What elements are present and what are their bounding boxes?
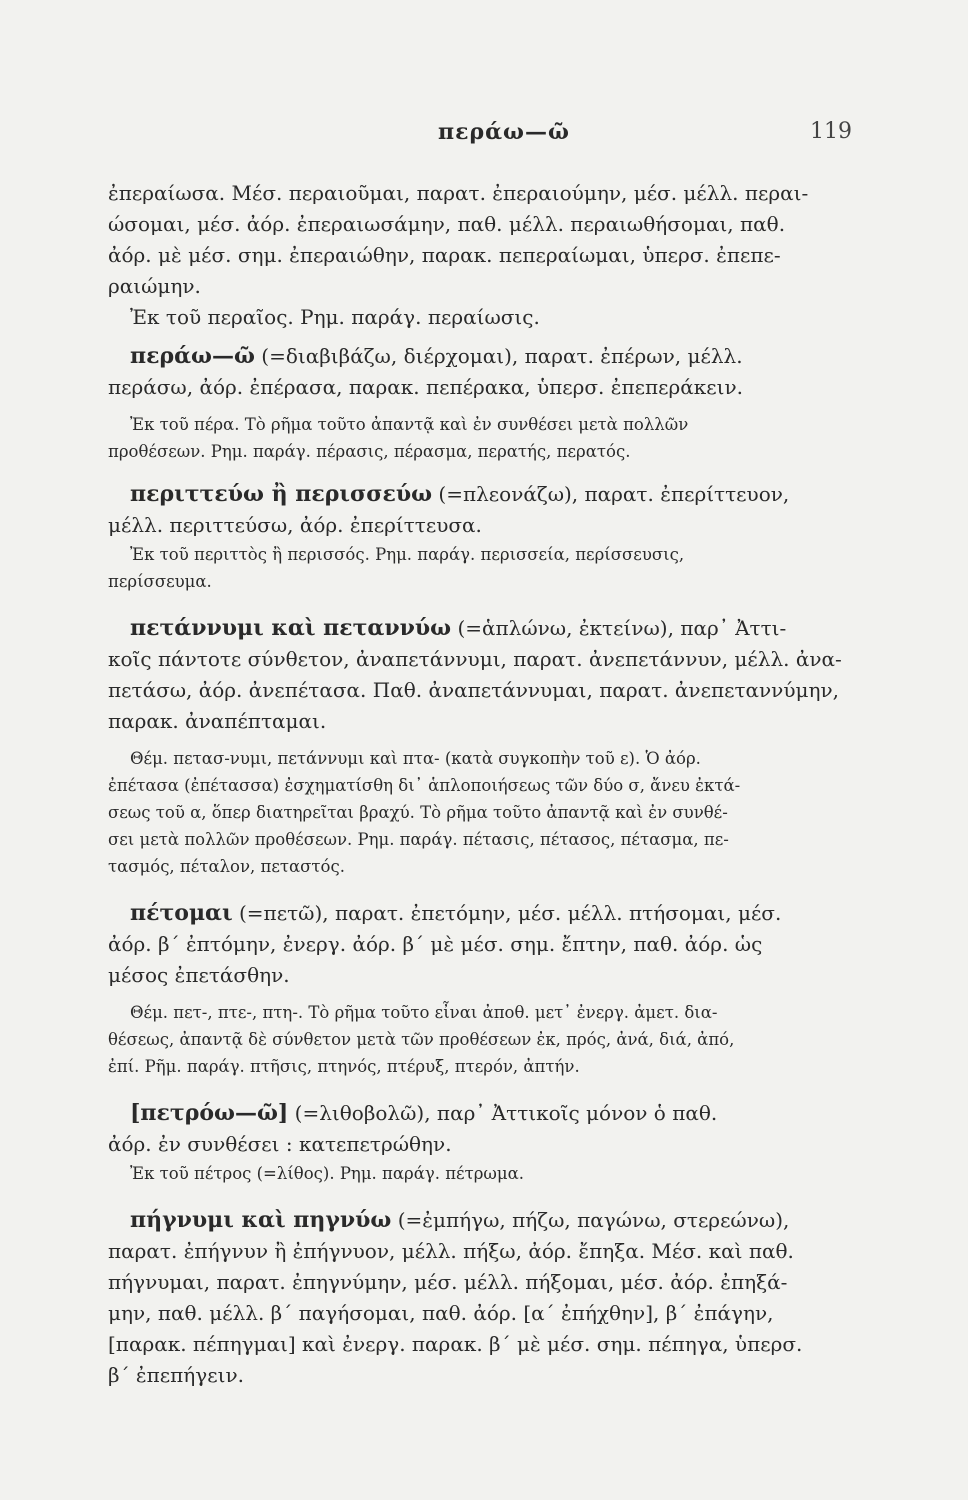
entry-perittevo — [108, 479, 878, 595]
entry-line: περάσω, ἀόρ. ἐπέρασα, παρακ. πεπέρακα, ὑπερσ. ἐπεπεράκειν. — [108, 375, 743, 399]
entry-definition: (=ἁπλώνω, ἐκτείνω), παρ᾽ Ἀττι- — [451, 616, 787, 640]
entry-definition: (=διαβιβάζω, διέρχομαι), παρατ. ἐπέρων, μέλλ. — [254, 344, 743, 368]
etymology-note: ἐπί. Ρῆμ. παράγ. πτῆσις, πτηνός, πτέρυξ, πτερόν, ἀπτήν. — [108, 1057, 580, 1076]
etymology-note: Ἐκ τοῦ πέρα. Τὸ ρῆμα τοῦτο ἀπαντᾷ καὶ ἐν συνθέσει μετὰ πολλῶν — [130, 415, 689, 434]
entry-first-line — [108, 1098, 878, 1129]
entry-headword: πετάννυμι καὶ πεταννύω — [130, 615, 452, 641]
etymology-note: Ἐκ τοῦ πέτρος (=λίθος). Ρημ. παράγ. πέτρωμα. — [130, 1164, 525, 1183]
entry-peraioo-continuation — [108, 178, 878, 333]
entry-first-line — [108, 898, 878, 929]
running-head — [0, 119, 968, 149]
etymology-note: Ἐκ τοῦ περαῖος. Ρημ. παράγ. περαίωσις. — [130, 305, 540, 329]
entry-line: ἀόρ. β΄ ἐπτόμην, ἐνεργ. ἀόρ. β΄ μὲ μέσ. σημ. ἔπτην, παθ. ἀόρ. ὡς — [108, 932, 763, 956]
entry-definition: (=πλεονάζω), παρατ. ἐπερίττευον, — [432, 482, 790, 506]
entry-line: ώσομαι, μέσ. ἀόρ. ἐπεραιωσάμην, παθ. μέλλ. περαιωθήσομαι, παθ. — [108, 212, 786, 236]
etymology-note: Θέμ. πετασ-νυμι, πετάννυμι καὶ πτα- (κατὰ συγκοπὴν τοῦ ε). Ὁ ἀόρ. — [130, 749, 701, 768]
entry-line: παρακ. ἀναπέπταμαι. — [108, 709, 327, 733]
etymology-note: σεως τοῦ α, ὅπερ διατηρεῖται βραχύ. Τὸ ρῆμα τοῦτο ἀπαντᾷ καὶ ἐν συνθέ- — [108, 803, 728, 822]
entry-first-line — [108, 479, 878, 510]
entry-definition: (=λιθοβολῶ), παρ᾽ Ἀττικοῖς μόνον ὁ παθ. — [288, 1101, 718, 1125]
entry-line: ἀόρ. μὲ μέσ. σημ. ἐπεραιώθην, παρακ. πεπεραίωμαι, ὑπερσ. ἐπεπε- — [108, 243, 781, 267]
entry-line: πήγνυμαι, παρατ. ἐπηγνύμην, μέσ. μέλλ. πήξομαι, μέσ. ἀόρ. ἐπηξά- — [108, 1270, 788, 1294]
entry-line: παρατ. ἐπήγνυν ἢ ἐπήγνυον, μέλλ. πήξω, ἀόρ. ἔπηξα. Μέσ. καὶ παθ. — [108, 1239, 794, 1263]
page-header-title: περάω—ῶ — [438, 119, 570, 145]
entry-pegnymi — [108, 1205, 878, 1391]
etymology-note: σει μετὰ πολλῶν προθέσεων. Ρημ. παράγ. πέτασις, πέτασος, πέτασμα, πε- — [108, 830, 729, 849]
entry-line: κοῖς πάντοτε σύνθετον, ἀναπετάννυμι, παρατ. ἀνεπετάννυν, μέλλ. ἀνα- — [108, 647, 842, 671]
entry-line: μέσος ἐπετάσθην. — [108, 963, 290, 987]
entry-headword: περάω—ῶ — [130, 343, 255, 369]
entry-line: ραιώμην. — [108, 274, 201, 298]
entry-headword: πήγνυμι καὶ πηγνύω — [130, 1207, 392, 1233]
etymology-note: θέσεως, ἀπαντᾷ δὲ σύνθετον μετὰ τῶν προθέσεων ἐκ, πρός, ἀνά, διά, ἀπό, — [108, 1030, 735, 1049]
etymology-note: προθέσεων. Ρημ. παράγ. πέρασις, πέρασμα, περατής, περατός. — [108, 442, 631, 461]
entry-peraw — [108, 341, 878, 465]
entry-line: μέλλ. περιττεύσω, ἀόρ. ἐπερίττευσα. — [108, 513, 482, 537]
entry-first-line — [108, 613, 878, 644]
etymology-note: τασμός, πέταλον, πεταστός. — [108, 857, 345, 876]
entry-first-line — [108, 341, 878, 372]
etymology-note: περίσσευμα. — [108, 572, 212, 591]
entry-line: ἀόρ. ἐν συνθέσει : κατεπετρώθην. — [108, 1132, 452, 1156]
entry-petannymi — [108, 613, 878, 880]
entry-first-line — [108, 1205, 878, 1236]
entry-headword: πέτομαι — [130, 900, 233, 926]
entry-headword: περιττεύω ἢ περισσεύω — [130, 481, 433, 507]
entry-petomai — [108, 898, 878, 1080]
etymology-note: Ἐκ τοῦ περιττὸς ἢ περισσός. Ρημ. παράγ. περισσεία, περίσσευσις, — [130, 545, 685, 564]
entry-petroo — [108, 1098, 878, 1187]
page-body — [108, 178, 878, 1391]
entry-headword: [πετρόω—ῶ] — [130, 1100, 289, 1126]
entry-line: μην, παθ. μέλλ. β΄ παγήσομαι, παθ. ἀόρ. [α΄ ἐπήχθην], β΄ ἐπάγην, — [108, 1301, 774, 1325]
entry-definition: (=πετῶ), παρατ. ἐπετόμην, μέσ. μέλλ. πτήσομαι, μέσ. — [232, 901, 782, 925]
entry-definition: (=ἐμπήγω, πήζω, παγώνω, στερεώνω), — [391, 1208, 790, 1232]
entry-line: ἐπεραίωσα. Μέσ. περαιοῦμαι, παρατ. ἐπεραιούμην, μέσ. μέλλ. περαι- — [108, 181, 809, 205]
page-number: 119 — [810, 119, 852, 144]
etymology-note: ἐπέτασα (ἐπέτασσα) ἐσχηματίσθη δι᾽ ἁπλοποιήσεως τῶν δύο σ, ἄνευ ἐκτά- — [108, 776, 741, 795]
entry-line: β΄ ἐπεπήγειν. — [108, 1363, 244, 1387]
entry-line: πετάσω, ἀόρ. ἀνεπέτασα. Παθ. ἀναπετάννυμαι, παρατ. ἀνεπεταννύμην, — [108, 678, 839, 702]
entry-line: [παρακ. πέπηγμαι] καὶ ἐνεργ. παρακ. β΄ μὲ μέσ. σημ. πέπηγα, ὑπερσ. — [108, 1332, 803, 1356]
etymology-note: Θέμ. πετ-, πτε-, πτη-. Τὸ ρῆμα τοῦτο εἶναι ἀποθ. μετ᾽ ἐνεργ. ἀμετ. δια- — [130, 1003, 718, 1022]
